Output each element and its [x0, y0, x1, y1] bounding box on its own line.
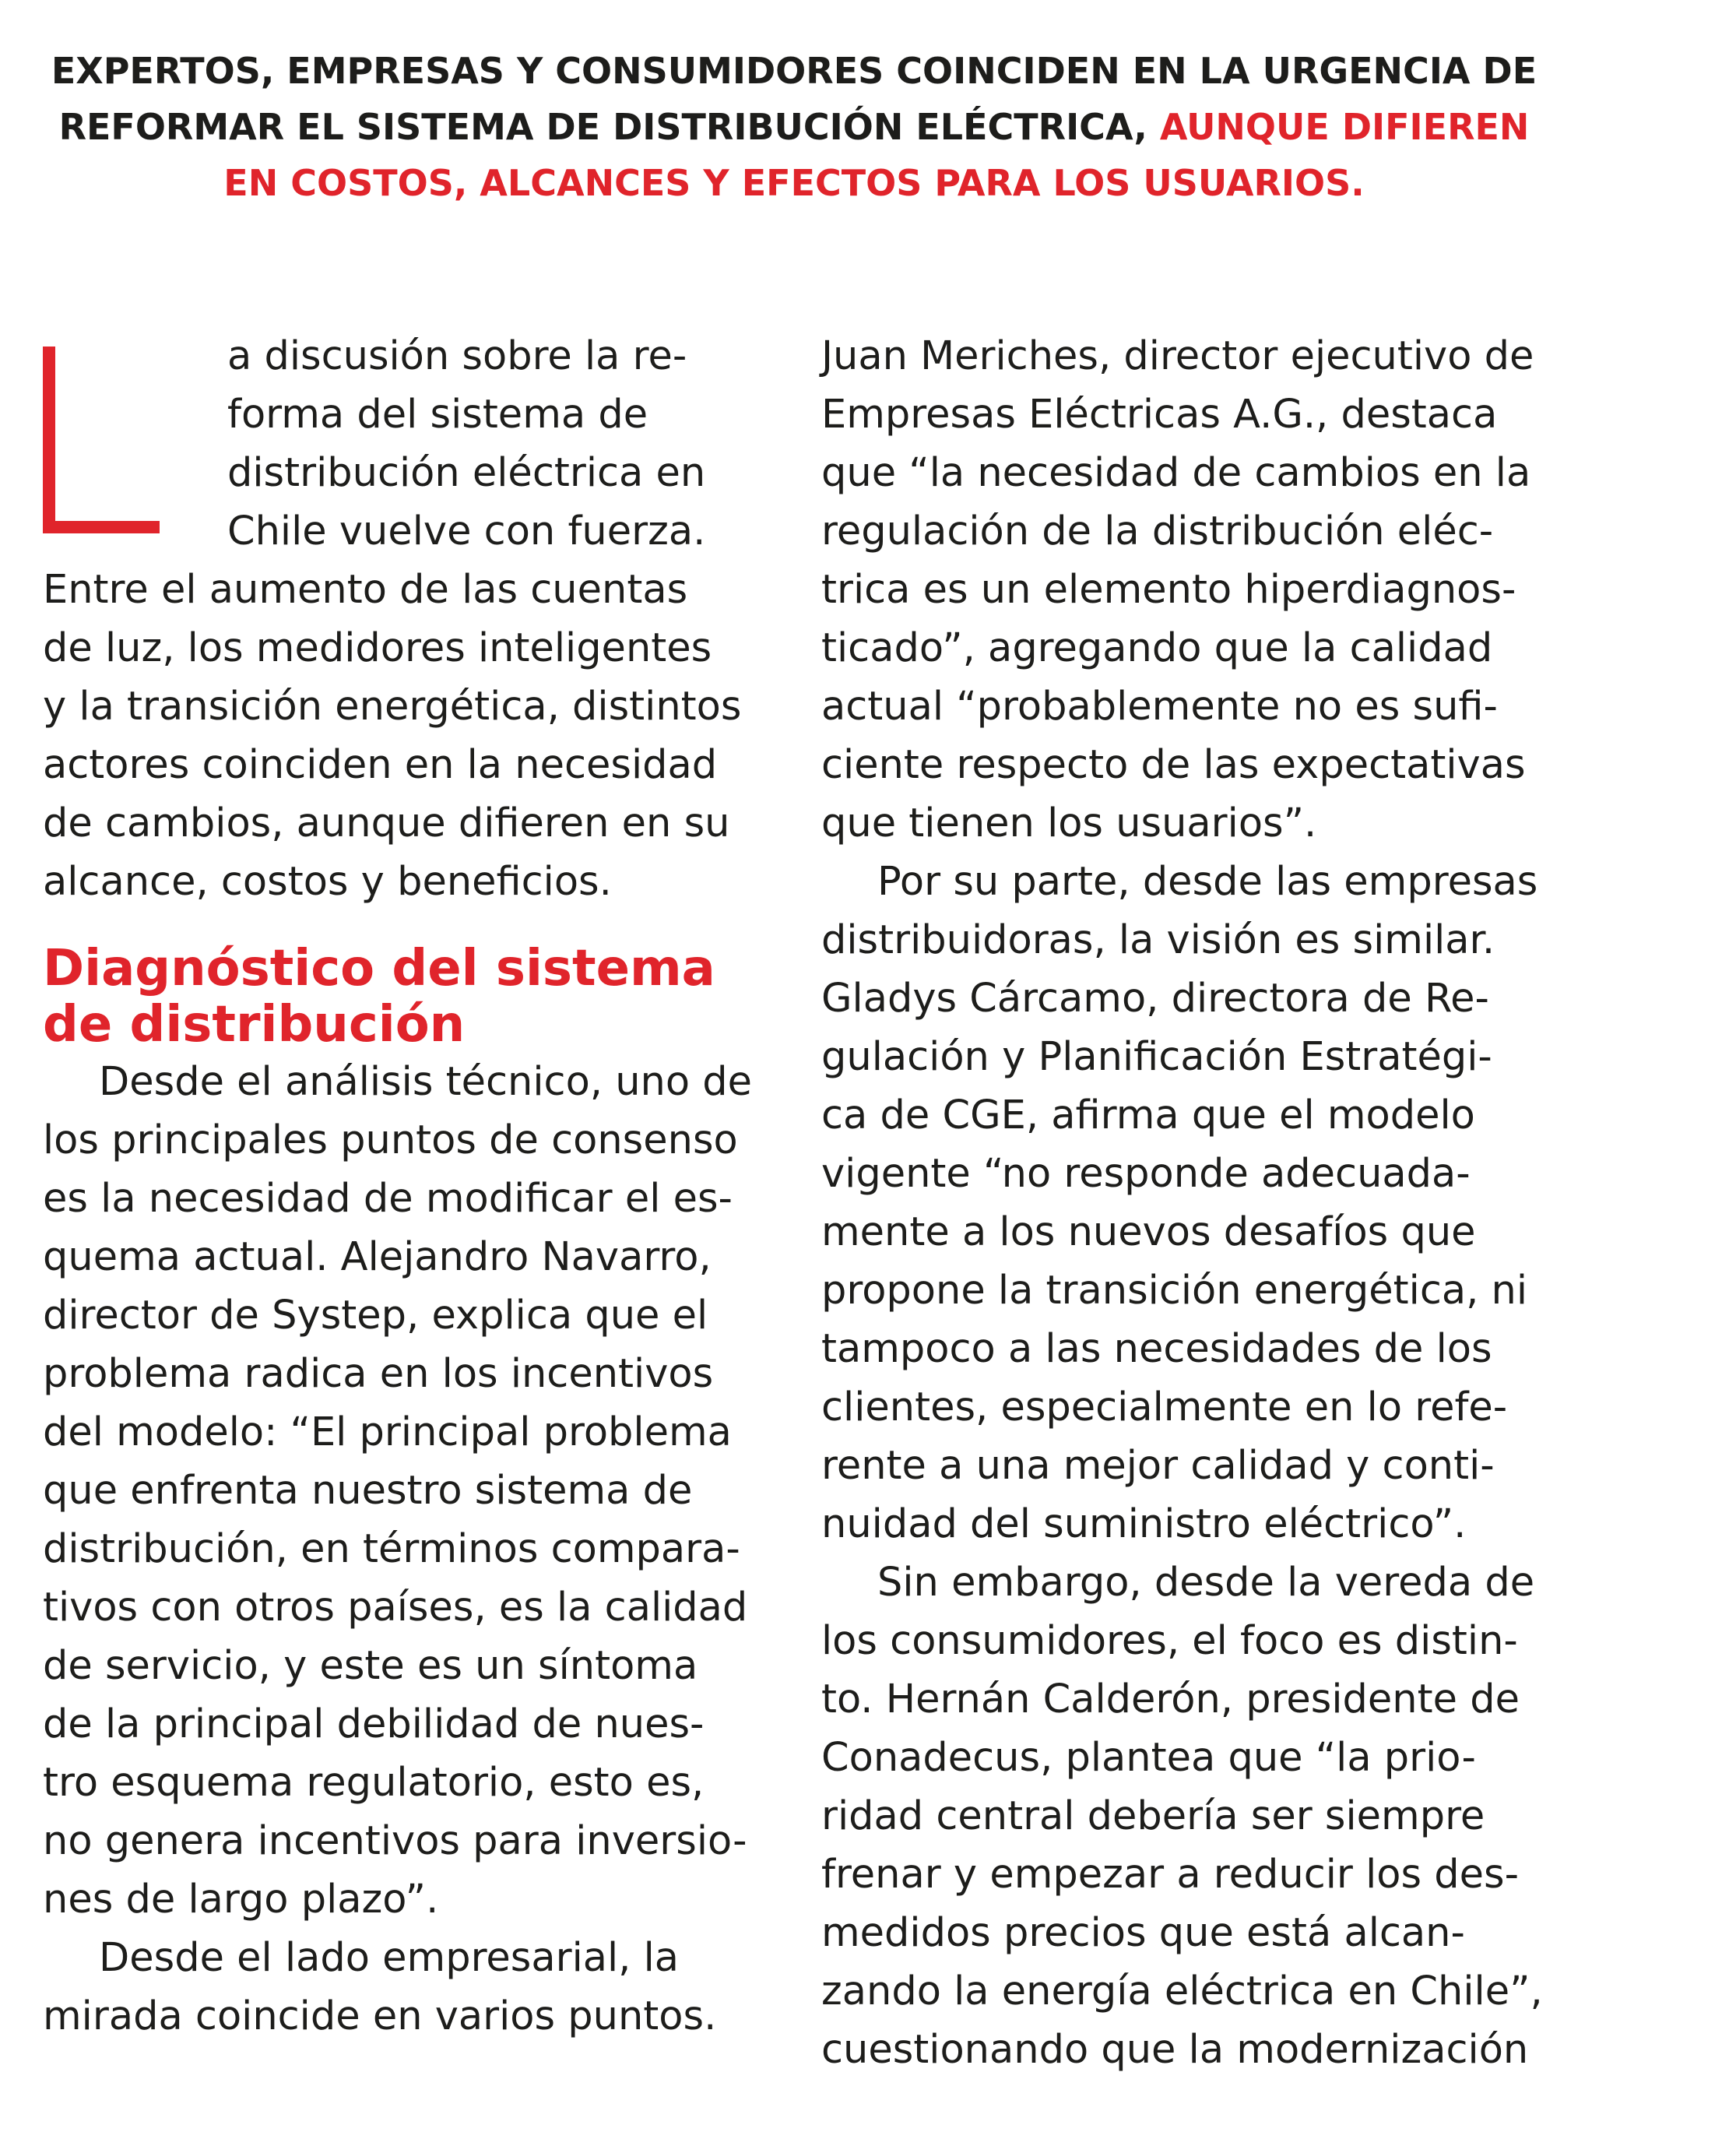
- body-line: problema radica en los incentivos: [43, 1351, 714, 1397]
- body-line: zando la energía eléctrica en Chile”,: [821, 1968, 1543, 2014]
- body-line: trica es un elemento hiperdiagnos-: [821, 567, 1516, 613]
- body-line: clientes, especialmente en lo refe-: [821, 1384, 1508, 1430]
- body-line: tro esquema regulatorio, esto es,: [43, 1760, 705, 1806]
- body-line: de luz, los medidores inteligentes: [43, 625, 712, 671]
- body-line: Gladys Cárcamo, directora de Re-: [821, 976, 1489, 1022]
- body-line: de cambios, aunque difieren en su: [43, 800, 730, 846]
- body-line: ca de CGE, afirma que el modelo: [821, 1092, 1475, 1138]
- right-column: [821, 327, 1569, 2079]
- body-line: que tienen los usuarios”.: [821, 800, 1317, 846]
- body-line: regulación de la distribución eléc-: [821, 508, 1494, 554]
- body-line: actores coinciden en la necesidad: [43, 742, 718, 788]
- body-line: actual “probablemente no es sufi-: [821, 684, 1498, 730]
- left-column: [43, 327, 767, 2046]
- body-line: Empresas Eléctricas A.G., destaca: [821, 392, 1498, 438]
- body-line: a discusión sobre la re-: [227, 333, 687, 379]
- body-line: mirada coincide en varios puntos.: [43, 1993, 717, 2039]
- body-line: cuestionando que la modernización: [821, 2027, 1529, 2073]
- body-line: Sin embargo, desde la vereda de: [877, 1560, 1535, 1606]
- body-line: tivos con otros países, es la calidad: [43, 1585, 748, 1631]
- body-line: forma del sistema de: [227, 392, 648, 438]
- body-line: del modelo: “El principal problema: [43, 1409, 732, 1455]
- body-line: nes de largo plazo”.: [43, 1877, 439, 1923]
- body-line: los principales puntos de consenso: [43, 1117, 738, 1163]
- body-line: distribución, en términos compara-: [43, 1526, 740, 1572]
- body-line: vigente “no responde adecuada-: [821, 1151, 1471, 1197]
- body-line: tampoco a las necesidades de los: [821, 1326, 1492, 1372]
- body-line: Juan Meriches, director ejecutivo de: [821, 333, 1534, 379]
- body-line: distribución eléctrica en: [227, 450, 706, 496]
- body-line: Conadecus, plantea que “la prio-: [821, 1735, 1476, 1781]
- body-line: no genera incentivos para inversio-: [43, 1818, 747, 1864]
- section-heading: [43, 941, 767, 1053]
- body-line: ridad central debería ser siempre: [821, 1793, 1485, 1839]
- body-line: ticado”, agregando que la calidad: [821, 625, 1493, 671]
- body-line: quema actual. Alejandro Navarro,: [43, 1234, 712, 1280]
- body-line: medidos precios que está alcan-: [821, 1910, 1465, 1956]
- body-line: mente a los nuevos desafíos que: [821, 1209, 1476, 1255]
- article-headline: [47, 43, 1541, 211]
- headline-accent: AUNQUE DIFIEREN EN COSTOS, ALCANCES Y EFECTOS PARA LOS USUARIOS.: [223, 106, 1530, 204]
- body-line: que “la necesidad de cambios en la: [821, 450, 1531, 496]
- body-line: Desde el análisis técnico, uno de: [99, 1059, 753, 1105]
- body-line: y la transición energética, distintos: [43, 684, 742, 730]
- body-line: es la necesidad de modificar el es-: [43, 1176, 733, 1222]
- body-line: rente a una mejor calidad y conti-: [821, 1443, 1495, 1489]
- body-line: Desde el lado empresarial, la: [99, 1935, 680, 1981]
- body-line: frenar y empezar a reducir los des-: [821, 1852, 1519, 1898]
- body-line: alcance, costos y beneficios.: [43, 859, 612, 905]
- body-line: distribuidoras, la visión es similar.: [821, 917, 1495, 963]
- body-line: de servicio, y este es un síntoma: [43, 1643, 698, 1689]
- body-line: to. Hernán Calderón, presidente de: [821, 1676, 1520, 1722]
- body-line: Chile vuelve con fuerza.: [227, 508, 706, 554]
- body-line: los consumidores, el foco es distin-: [821, 1618, 1518, 1664]
- headline-main: EXPERTOS, EMPRESAS Y CONSUMIDORES COINCIDEN EN LA URGENCIA DE REFORMAR EL SISTEMA DE DISTRIBUCIÓN ELÉCTRICA,: [51, 50, 1537, 148]
- body-line: director de Systep, explica que el: [43, 1293, 708, 1339]
- body-line: que enfrenta nuestro sistema de: [43, 1468, 693, 1514]
- body-line: ciente respecto de las expectativas: [821, 742, 1526, 788]
- body-line: gulación y Planificación Estratégi-: [821, 1034, 1492, 1080]
- body-line: nuidad del suministro eléctrico”.: [821, 1501, 1467, 1547]
- section-heading-line: Diagnóstico del sistema: [43, 940, 715, 997]
- section-heading-line: de distribución: [43, 996, 466, 1054]
- body-line: propone la transición energética, ni: [821, 1268, 1528, 1314]
- body-line: de la principal debilidad de nues-: [43, 1701, 705, 1747]
- body-line: Entre el aumento de las cuentas: [43, 567, 688, 613]
- body-line: Por su parte, desde las empresas: [877, 859, 1538, 905]
